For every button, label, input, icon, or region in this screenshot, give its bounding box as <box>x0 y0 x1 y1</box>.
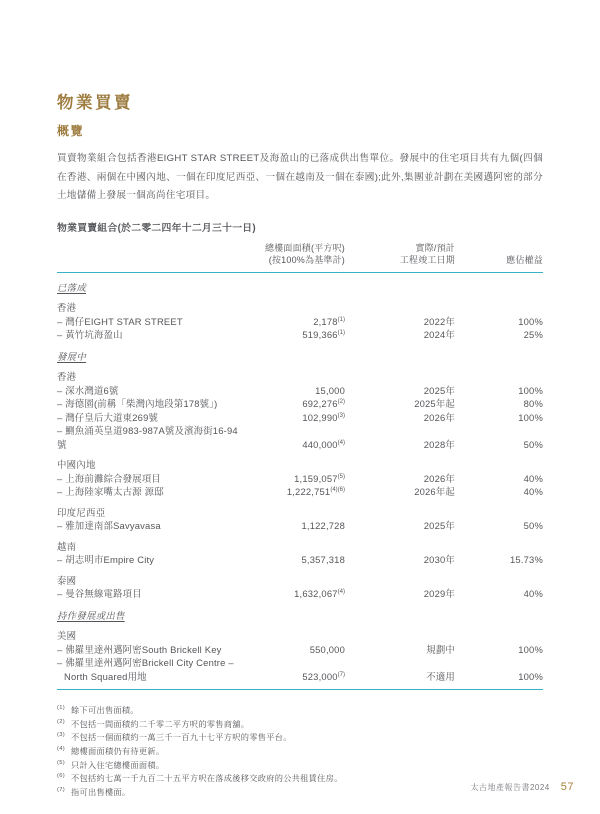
gfa-value: 15,000 <box>315 384 345 396</box>
property-name-line: – 鰂魚涌英皇道983-987A號及濱海街16-94號 <box>57 425 238 450</box>
interest-value: 100% <box>518 670 543 682</box>
interest-value: 40% <box>523 472 543 484</box>
column-header-date-line2: 工程竣工日期 <box>399 255 455 266</box>
footnote-ref: (4) <box>337 589 345 596</box>
property-name-line: – 灣仔EIGHT STAR STREET <box>57 315 183 327</box>
portfolio-table-title: 物業買賣組合(於二零二四年十二月三十一日) <box>57 222 256 234</box>
completion-date-value: 2026年起 <box>414 486 455 498</box>
property-name <box>57 519 245 533</box>
footnote-ref: (4)(6) <box>330 487 345 494</box>
completion-date-value: 2025年 <box>423 384 455 396</box>
footnote-marker: (3) <box>57 732 65 739</box>
footnote-text: 不包括約七萬一千九百二十五平方呎在落成後移交政府的公共租賃住房。 <box>71 774 343 784</box>
table-row <box>57 519 543 533</box>
property-name <box>57 411 245 425</box>
table-region-label: 泰國 <box>57 574 77 586</box>
gfa-value: 440,000$^{(4)}$ <box>302 438 345 450</box>
footnote-marker: (4) <box>57 746 65 753</box>
footnote-item <box>57 731 543 745</box>
table-row <box>57 411 543 425</box>
completion-date-value: 2026年 <box>423 472 455 484</box>
table-row <box>57 472 543 486</box>
gfa-value: 1,632,067$^{(4)}$ <box>294 588 345 600</box>
column-header-gfa-line2: (按100%為基準計) <box>268 255 345 266</box>
property-name <box>57 328 245 342</box>
table-region-label: 越南 <box>57 540 77 552</box>
footnote-marker: (1) <box>57 705 65 712</box>
table-row <box>57 384 543 398</box>
table-row <box>57 587 543 601</box>
property-name-line: – 佛羅里達州邁阿密South Brickell Key <box>57 643 222 655</box>
property-name <box>57 384 245 398</box>
gfa-value: 1,122,728 <box>301 520 345 532</box>
table-region-label: 香港 <box>57 302 77 314</box>
report-name: 太古地產報告書2024 <box>470 783 550 792</box>
table-row <box>57 397 543 411</box>
property-name-line: – 海德園(前稱「柴灣內地段第178號」) <box>57 398 218 410</box>
footnote-ref: (1) <box>337 316 345 323</box>
interest-value: 50% <box>523 438 543 450</box>
table-row <box>57 553 543 567</box>
property-portfolio-table <box>57 242 543 691</box>
completion-date-value: 2028年 <box>423 438 455 450</box>
property-name <box>57 587 245 601</box>
property-name <box>57 424 245 451</box>
column-header-completion-date <box>345 242 455 267</box>
table-row <box>57 328 543 342</box>
overview-paragraph: 買賣物業組合包括香港EIGHT STAR STREET及海盈山的已落成供出售單位。發展中的住宅項目共有九個(四個在香港、兩個在中國內地、一個在印度尼西亞、一個在越南及一個在泰國);此外,集團並計劃在美國邁阿密的部分土地儲備上發展一個高尚住宅項目。 <box>57 153 543 202</box>
completion-date-value: 2025年起 <box>414 398 455 410</box>
footnote-item <box>57 704 543 718</box>
completion-date-value: 規劃中 <box>426 643 455 655</box>
property-name-line: North Squared用地 <box>64 670 147 682</box>
portfolio-table-body <box>57 281 543 691</box>
column-header-gfa-line1: 總樓面面積(平方呎) <box>265 242 345 253</box>
table-region-label: 美國 <box>57 630 77 642</box>
gfa-value: 2,178$^{(1)}$ <box>313 315 345 327</box>
property-name <box>57 315 245 329</box>
gfa-value: 102,990$^{(3)}$ <box>302 411 345 423</box>
gfa-value: 519,366$^{(1)}$ <box>302 329 345 341</box>
property-name <box>57 397 245 411</box>
footnote-item <box>57 718 543 732</box>
footnote-text: 只計入住宅總樓面面積。 <box>71 760 165 770</box>
table-row <box>57 315 543 329</box>
page-title: 物業買賣 <box>57 94 133 112</box>
property-name-line: – 曼谷無線電路項目 <box>57 588 142 600</box>
interest-value: 40% <box>523 486 543 498</box>
completion-date-value: 2024年 <box>423 329 455 341</box>
footnote-text: 指可出售樓面。 <box>71 787 131 797</box>
footnote-text: 餘下可出售面積。 <box>71 706 139 716</box>
footnote-ref: (4) <box>337 439 345 446</box>
completion-date-value: 2022年 <box>423 315 455 327</box>
interest-value: 50% <box>523 520 543 532</box>
property-name <box>57 656 245 683</box>
table-row <box>57 485 543 499</box>
property-name-line: – 上海前灘綜合發展項目 <box>57 472 161 484</box>
page-footer <box>470 781 574 793</box>
property-name-line: – 胡志明市Empire City <box>57 554 155 566</box>
table-row <box>57 656 543 683</box>
property-name-line: – 上海陸家嘴太古源 源邸 <box>57 486 164 498</box>
footnote-item <box>57 759 543 773</box>
interest-value: 100% <box>518 384 543 396</box>
property-name-line: – 深水灣道6號 <box>57 384 119 396</box>
property-name <box>57 472 245 486</box>
footnote-text: 總樓面面積仍有待更新。 <box>71 747 165 757</box>
column-header-interest: 應佔權益 <box>506 255 543 266</box>
gfa-value: 550,000 <box>309 643 345 655</box>
interest-value: 100% <box>518 411 543 423</box>
table-row <box>57 424 543 451</box>
table-section-status: 已落成 <box>57 281 87 293</box>
table-region-label: 印度尼西亞 <box>57 506 106 518</box>
gfa-value: 1,159,057$^{(5)}$ <box>294 472 345 484</box>
property-name-line: – 黃竹坑海盈山 <box>57 329 123 341</box>
completion-date-value: 2030年 <box>423 554 455 566</box>
interest-value: 100% <box>518 315 543 327</box>
table-header-row <box>57 242 543 273</box>
footnote-ref: (7) <box>337 671 345 678</box>
table-row <box>57 643 543 657</box>
footnote-marker: (2) <box>57 718 65 725</box>
property-name <box>57 553 245 567</box>
property-name-line: – 佛羅里達州邁阿密Brickell City Centre – <box>57 657 234 669</box>
interest-value: 40% <box>523 588 543 600</box>
interest-value: 100% <box>518 643 543 655</box>
completion-date-value: 2029年 <box>423 588 455 600</box>
gfa-value: 692,276$^{(2)}$ <box>302 398 345 410</box>
table-region-label: 中國內地 <box>57 459 96 471</box>
footnote-marker: (6) <box>57 773 65 780</box>
gfa-value: 523,000$^{(7)}$ <box>302 670 345 682</box>
property-name-line: – 雅加達南部Savyavasa <box>57 520 161 532</box>
footnote-text: 不包括一個面積約一萬三千一百九十七平方呎的零售平台。 <box>71 733 292 743</box>
completion-date-value: 2026年 <box>423 411 455 423</box>
table-region-label: 香港 <box>57 371 77 383</box>
table-section-status: 持作發展或出售 <box>57 609 125 621</box>
interest-value: 15.73% <box>510 554 543 566</box>
gfa-value: 5,357,318 <box>301 554 345 566</box>
footnote-marker: (7) <box>57 786 65 793</box>
interest-value: 25% <box>523 329 543 341</box>
footnote-ref: (2) <box>337 399 345 406</box>
property-name <box>57 485 245 499</box>
footnote-ref: (1) <box>337 330 345 337</box>
section-heading-overview: 概覽 <box>57 124 85 138</box>
page-number: 57 <box>560 781 574 793</box>
interest-value: 80% <box>523 398 543 410</box>
column-header-date-line1: 實際/預計 <box>415 242 455 253</box>
property-name-line: – 灣仔皇后大道東269號 <box>57 411 159 423</box>
footnote-text: 不包括一間面積約二千零二平方呎的零售商舖。 <box>71 719 250 729</box>
completion-date-value: 2025年 <box>423 520 455 532</box>
table-section-status: 發展中 <box>57 350 87 362</box>
column-header-gfa <box>245 242 345 267</box>
footnote-marker: (5) <box>57 759 65 766</box>
gfa-value: 1,222,751$^{(4)(6)}$ <box>286 486 345 498</box>
completion-date-value: 不適用 <box>426 670 455 682</box>
property-name <box>57 643 245 657</box>
footnote-ref: (3) <box>337 412 345 419</box>
footnote-item <box>57 745 543 759</box>
footnote-ref: (5) <box>337 473 345 480</box>
